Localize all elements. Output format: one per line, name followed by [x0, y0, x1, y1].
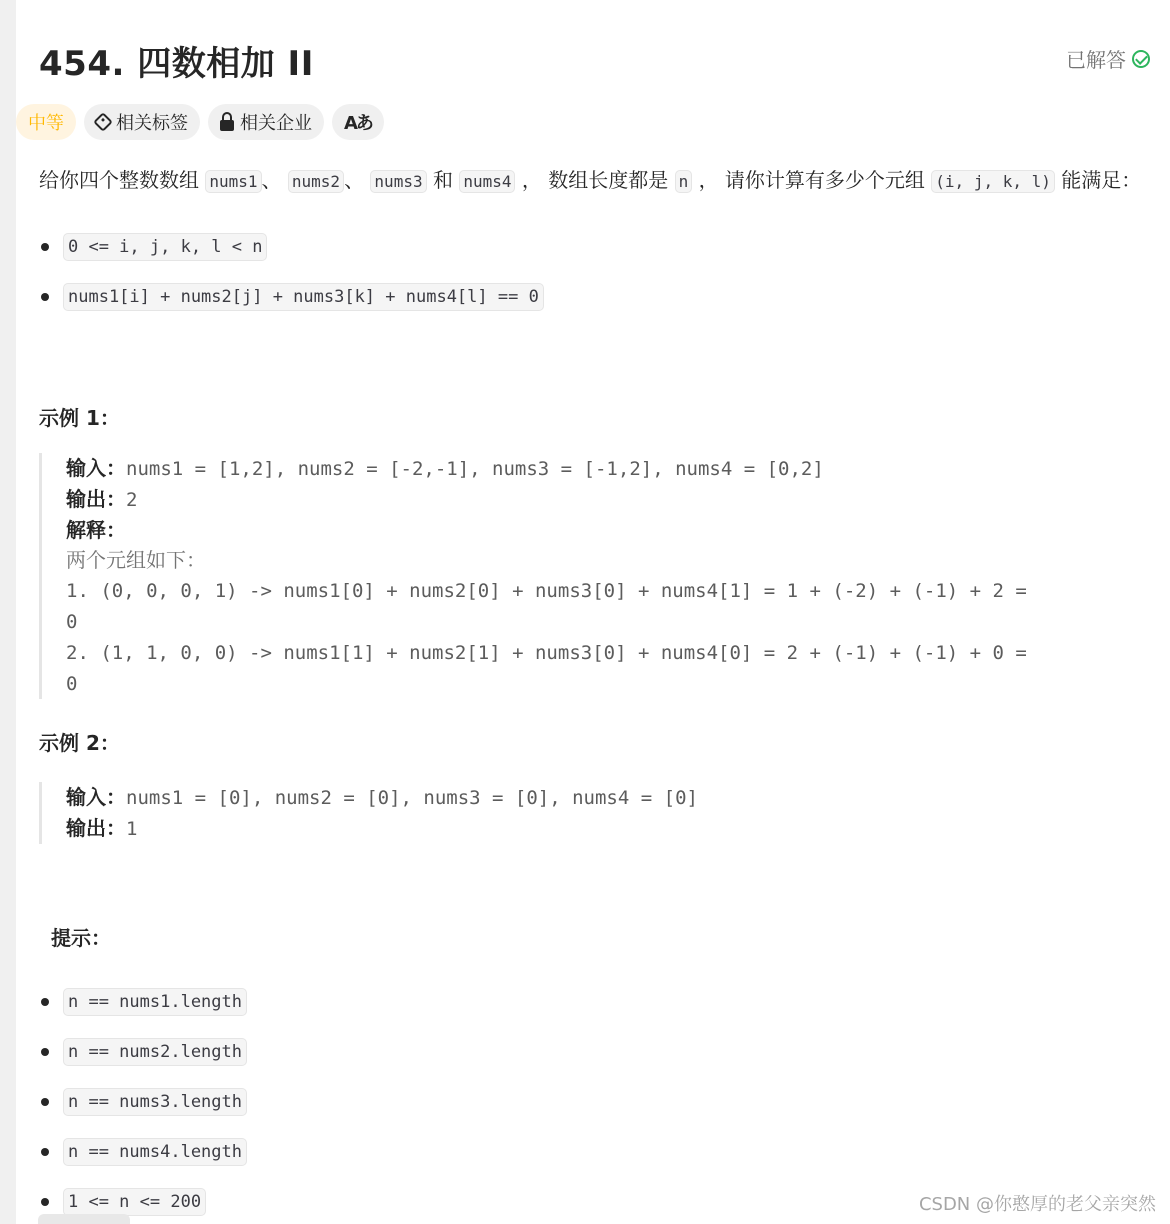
input-value: nums1 = [0], nums2 = [0], nums3 = [0], nums4 = [0]	[126, 787, 698, 809]
example1-heading: 示例 1：	[39, 406, 120, 430]
list-item: nums1[i] + nums2[j] + nums3[k] + nums4[l] == 0	[39, 272, 1150, 322]
translate-button[interactable]	[332, 104, 384, 140]
hints-list	[39, 977, 1150, 1224]
desc-text: 和	[432, 168, 453, 192]
solved-status	[1066, 44, 1150, 73]
explain-label: 解释：	[66, 518, 126, 542]
tag-icon	[93, 112, 113, 132]
check-circle-icon	[1132, 50, 1150, 68]
explain-line: 2. (1, 1, 0, 0) -> nums1[1] + nums2[1] + nums3[0] + nums4[0] = 2 + (-1) + (-1) + 0 =	[66, 642, 1027, 664]
hints-heading: 提示：	[51, 926, 111, 950]
output-value: 1	[126, 818, 138, 840]
lock-icon	[220, 120, 234, 131]
output-value: 2	[126, 489, 138, 511]
input-value: nums1 = [1,2], nums2 = [-2,-1], nums3 = [-1,2], nums4 = [0,2]	[126, 458, 824, 480]
desc-code: (i, j, k, l)	[931, 170, 1055, 193]
explain-line: 1. (0, 0, 0, 1) -> nums1[0] + nums2[0] + nums3[0] + nums4[1] = 1 + (-2) + (-1) + 2 =	[66, 580, 1027, 602]
companies-label: 相关企业	[240, 113, 312, 134]
output-label: 输出：	[66, 487, 126, 511]
desc-text: 、	[261, 168, 282, 192]
problem-description	[39, 164, 1150, 198]
translate-icon: Aあ	[344, 113, 372, 134]
desc-code: n	[675, 170, 693, 193]
problem-panel	[16, 0, 1170, 1224]
example2-block	[39, 782, 1150, 844]
input-label: 输入：	[66, 785, 126, 809]
problem-header	[39, 0, 1150, 100]
bottom-tab-stub	[38, 1214, 130, 1224]
desc-text: 给你四个整数数组	[39, 168, 199, 192]
explain-line: 0	[66, 673, 78, 695]
example2-heading: 示例 2：	[39, 731, 120, 755]
tag-row	[16, 104, 384, 140]
explain-line: 0	[66, 611, 78, 633]
list-item: n == nums2.length	[39, 1027, 1150, 1077]
difficulty-label: 中等	[28, 113, 64, 134]
problem-title[interactable]: 454. 四数相加 II	[39, 44, 314, 84]
desc-text: 能满足：	[1061, 168, 1142, 192]
desc-code: nums1	[205, 170, 261, 193]
list-item: n == nums4.length	[39, 1127, 1150, 1177]
list-item: 0 <= i, j, k, l < n	[39, 222, 1150, 272]
topics-tag-button[interactable]	[84, 104, 200, 140]
example1-block	[39, 453, 1150, 699]
companies-tag-button[interactable]	[208, 104, 324, 140]
input-label: 输入：	[66, 456, 126, 480]
explain-intro: 两个元组如下：	[66, 548, 206, 572]
difficulty-tag	[16, 104, 76, 140]
desc-code: nums4	[459, 170, 515, 193]
solved-label: 已解答	[1066, 48, 1126, 72]
output-label: 输出：	[66, 816, 126, 840]
list-item: n == nums1.length	[39, 977, 1150, 1027]
desc-text: ， 请你计算有多少个元组	[698, 168, 925, 192]
list-item: n == nums3.length	[39, 1077, 1150, 1127]
list-item: 1 <= n <= 200	[39, 1177, 1150, 1224]
desc-code: nums2	[288, 170, 344, 193]
desc-code: nums3	[370, 170, 426, 193]
desc-text: 、	[344, 168, 365, 192]
conditions-list	[39, 222, 1150, 322]
desc-text: ， 数组长度都是	[521, 168, 669, 192]
topics-label: 相关标签	[116, 113, 188, 134]
watermark: CSDN @你憨厚的老父亲突然	[918, 1194, 1156, 1215]
